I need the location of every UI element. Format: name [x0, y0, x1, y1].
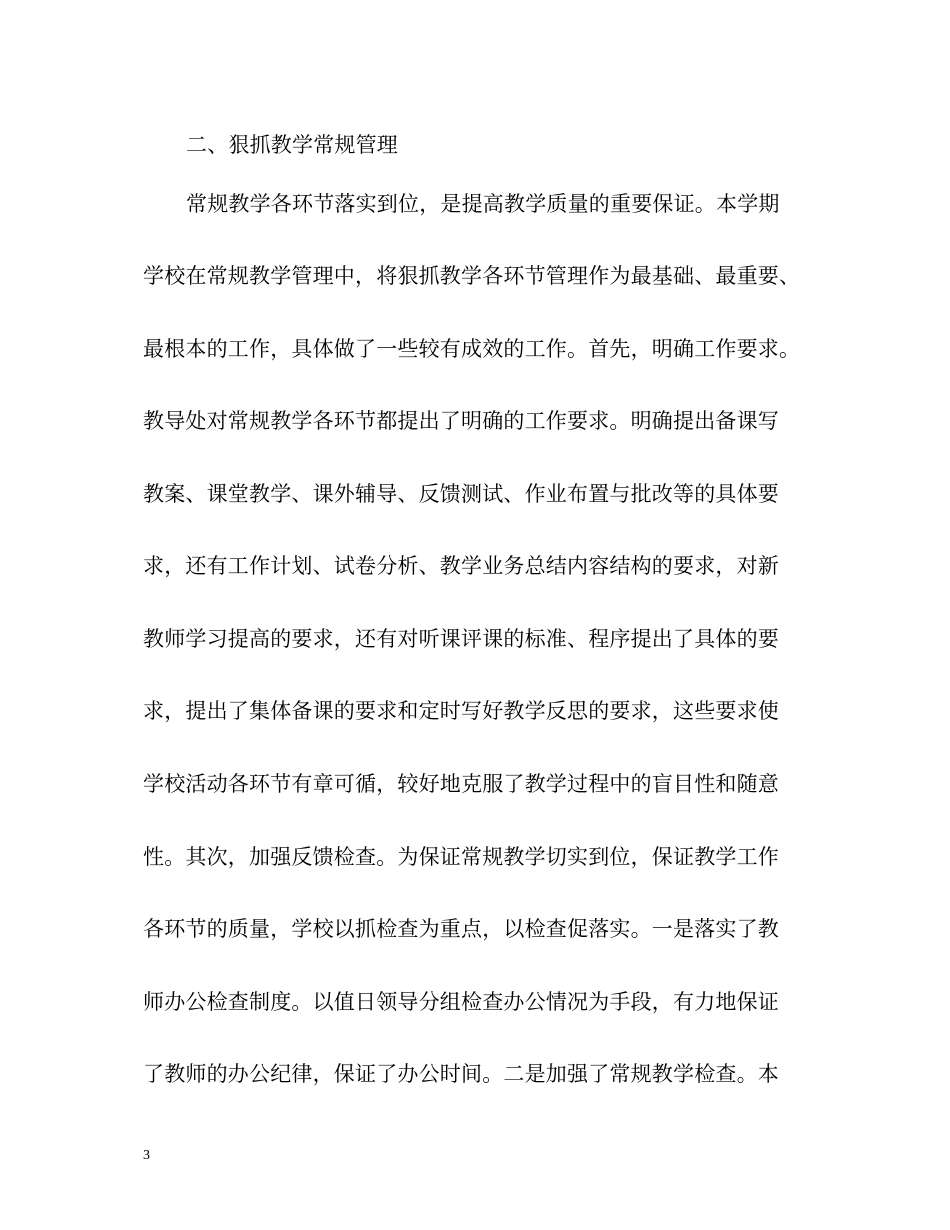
paragraph-line: 教师学习提高的要求，还有对听课评课的标准、程序提出了具体的要	[143, 627, 779, 651]
paragraph-line: 教导处对常规教学各环节都提出了明确的工作要求。明确提出备课写	[143, 409, 779, 433]
paragraph-line: 各环节的质量，学校以抓检查为重点，以检查促落实。一是落实了教	[143, 917, 779, 941]
paragraph-line: 教案、课堂教学、课外辅导、反馈测试、作业布置与批改等的具体要	[143, 482, 779, 506]
section-heading: 二、狠抓教学常规管理	[186, 133, 398, 157]
paragraph-line: 求，提出了集体备课的要求和定时写好教学反思的要求，这些要求使	[143, 699, 779, 723]
paragraph-line: 学校活动各环节有章可循，较好地克服了教学过程中的盲目性和随意	[143, 772, 779, 796]
paragraph-line: 最根本的工作，具体做了一些较有成效的工作。首先，明确工作要求。	[143, 337, 801, 361]
paragraph-line: 求，还有工作计划、试卷分析、教学业务总结内容结构的要求，对新	[143, 554, 779, 578]
page-number: 3	[143, 1148, 150, 1163]
paragraph-line: 学校在常规教学管理中，将狠抓教学各环节管理作为最基础、最重要、	[143, 264, 801, 288]
paragraph-line: 常规教学各环节落实到位，是提高教学质量的重要保证。本学期	[186, 192, 780, 216]
paragraph-line: 师办公检查制度。以值日领导分组检查办公情况为手段，有力地保证	[143, 990, 779, 1014]
paragraph-line: 性。其次，加强反馈检查。为保证常规教学切实到位，保证教学工作	[143, 845, 779, 869]
paragraph-line: 了教师的办公纪律，保证了办公时间。二是加强了常规教学检查。本	[143, 1062, 779, 1086]
